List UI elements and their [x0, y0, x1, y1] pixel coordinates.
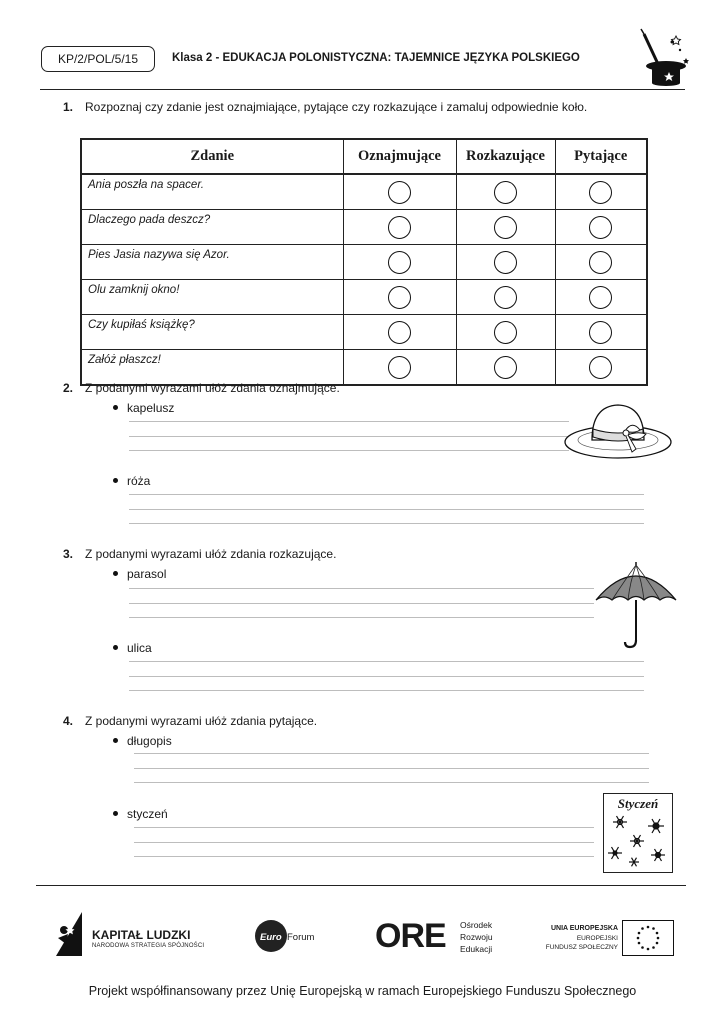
- sentence-cell: Załóż płaszcz!: [81, 350, 343, 386]
- writing-line[interactable]: [129, 661, 644, 662]
- sentence-cell: Ania poszła na spacer.: [81, 174, 343, 210]
- task-text: Z podanymi wyrazami ułóż zdania oznajmujące.: [85, 381, 340, 395]
- kapital-ludzki-logo: [52, 912, 222, 956]
- task-number: 1.: [63, 100, 74, 114]
- table-row: [81, 174, 647, 210]
- writing-line[interactable]: [129, 509, 644, 510]
- writing-line[interactable]: [129, 421, 569, 422]
- column-header-declarative: Oznajmujące: [343, 139, 456, 174]
- word-bullet: [113, 807, 168, 821]
- answer-circle-interrogative[interactable]: [589, 286, 612, 309]
- funding-note: Projekt współfinansowany przez Unię Europejską w ramach Europejskiego Funduszu Społecznego: [88, 984, 637, 998]
- sentence-cell: Pies Jasia nazywa się Azor.: [81, 245, 343, 280]
- task-text: Rozpoznaj czy zdanie jest oznajmiające, pytające czy rozkazujące i zamaluj odpowiednie koło.: [85, 100, 588, 114]
- magic-hat-icon: [636, 28, 696, 86]
- writing-line[interactable]: [134, 842, 594, 843]
- column-header-sentence: Zdanie: [81, 139, 343, 174]
- page-title: Klasa 2 - EDUKACJA POLONISTYCZNA: TAJEMNICE JĘZYKA POLSKIEGO: [172, 52, 580, 64]
- table-row: [81, 280, 647, 315]
- word-label: kapelusz: [127, 401, 175, 415]
- task-number: 4.: [63, 714, 74, 728]
- writing-line[interactable]: [129, 676, 644, 677]
- task-2-instruction: [63, 381, 340, 395]
- euroforum-text-a: Euro: [260, 932, 282, 943]
- ore-line-2: Rozwoju: [460, 932, 493, 942]
- word-bullet: [113, 734, 172, 748]
- answer-circle-imperative[interactable]: [494, 181, 517, 204]
- task-number: 3.: [63, 547, 74, 561]
- hat-illustration: [562, 400, 674, 466]
- ore-line-1: Ośrodek: [460, 920, 493, 930]
- word-bullet: [113, 474, 150, 488]
- umbrella-illustration: [592, 562, 680, 650]
- writing-line[interactable]: [129, 436, 569, 437]
- task-1-instruction: [63, 100, 587, 114]
- sentence-classification-table: [80, 138, 648, 386]
- writing-line[interactable]: [129, 494, 644, 495]
- writing-line[interactable]: [129, 617, 594, 618]
- writing-line[interactable]: [129, 690, 644, 691]
- answer-circle-imperative[interactable]: [494, 321, 517, 344]
- writing-line[interactable]: [134, 782, 649, 783]
- writing-line[interactable]: [129, 450, 569, 451]
- kapital-ludzki-emblem-icon: [52, 912, 86, 956]
- word-label: długopis: [127, 734, 172, 748]
- word-label: róża: [127, 474, 151, 488]
- task-text: Z podanymi wyrazami ułóż zdania rozkazujące.: [85, 547, 337, 561]
- column-header-interrogative: Pytające: [555, 139, 647, 174]
- table-row: [81, 315, 647, 350]
- writing-line[interactable]: [129, 523, 644, 524]
- task-4-instruction: [63, 714, 317, 728]
- ore-logo: [375, 917, 505, 959]
- ore-line-3: Edukacji: [460, 944, 493, 954]
- answer-circle-declarative[interactable]: [388, 181, 411, 204]
- answer-circle-imperative[interactable]: [494, 286, 517, 309]
- task-3-instruction: [63, 547, 336, 561]
- answer-circle-interrogative[interactable]: [589, 181, 612, 204]
- euroforum-text-b: Forum: [287, 932, 315, 943]
- sentence-cell: Czy kupiłaś książkę?: [81, 315, 343, 350]
- word-label: parasol: [127, 567, 167, 581]
- word-label: styczeń: [127, 807, 168, 821]
- writing-line[interactable]: [134, 856, 594, 857]
- answer-circle-declarative[interactable]: [388, 286, 411, 309]
- eu-title: UNIA EUROPEJSKA: [550, 925, 618, 932]
- task-number: 2.: [63, 381, 74, 395]
- kapital-ludzki-title: KAPITAŁ LUDZKI: [92, 928, 191, 942]
- writing-line[interactable]: [129, 588, 594, 589]
- footer-divider: [36, 885, 686, 886]
- answer-circle-declarative[interactable]: [388, 251, 411, 274]
- table-row: [81, 245, 647, 280]
- answer-circle-imperative[interactable]: [494, 216, 517, 239]
- eu-logo: [545, 920, 676, 960]
- table-row: [81, 210, 647, 245]
- snowflakes-icon: [604, 812, 672, 872]
- table-header-row: [81, 139, 647, 174]
- word-bullet: [113, 641, 152, 655]
- table-row: [81, 350, 647, 386]
- answer-circle-interrogative[interactable]: [589, 216, 612, 239]
- column-header-imperative: Rozkazujące: [456, 139, 555, 174]
- calendar-card: [603, 793, 673, 873]
- writing-line[interactable]: [134, 827, 594, 828]
- sentence-cell: Dlaczego pada deszcz?: [81, 210, 343, 245]
- calendar-caption: Styczeń: [617, 796, 659, 811]
- word-bullet: [113, 567, 166, 581]
- answer-circle-interrogative[interactable]: [589, 251, 612, 274]
- answer-circle-declarative[interactable]: [388, 356, 411, 379]
- ore-mark: ORE: [375, 917, 446, 955]
- word-bullet: [113, 401, 174, 415]
- answer-circle-interrogative[interactable]: [589, 321, 612, 344]
- eu-flag-icon: [622, 920, 674, 956]
- euroforum-logo: [255, 920, 325, 954]
- task-text: Z podanymi wyrazami ułóż zdania pytające.: [85, 714, 318, 728]
- answer-circle-declarative[interactable]: [388, 216, 411, 239]
- answer-circle-interrogative[interactable]: [589, 356, 612, 379]
- eu-line-2: FUNDUSZ SPOŁECZNY: [545, 944, 618, 951]
- writing-line[interactable]: [129, 603, 594, 604]
- answer-circle-imperative[interactable]: [494, 356, 517, 379]
- writing-line[interactable]: [134, 768, 649, 769]
- worksheet-code: KP/2/POL/5/15: [41, 46, 155, 72]
- answer-circle-declarative[interactable]: [388, 321, 411, 344]
- kapital-ludzki-subtitle: NARODOWA STRATEGIA SPÓJNOŚCI: [92, 943, 205, 949]
- sentence-cell: Olu zamknij okno!: [81, 280, 343, 315]
- answer-circle-imperative[interactable]: [494, 251, 517, 274]
- word-label: ulica: [127, 641, 152, 655]
- writing-line[interactable]: [134, 753, 649, 754]
- header-divider: [40, 89, 685, 90]
- eu-line-1: EUROPEJSKI: [576, 935, 618, 942]
